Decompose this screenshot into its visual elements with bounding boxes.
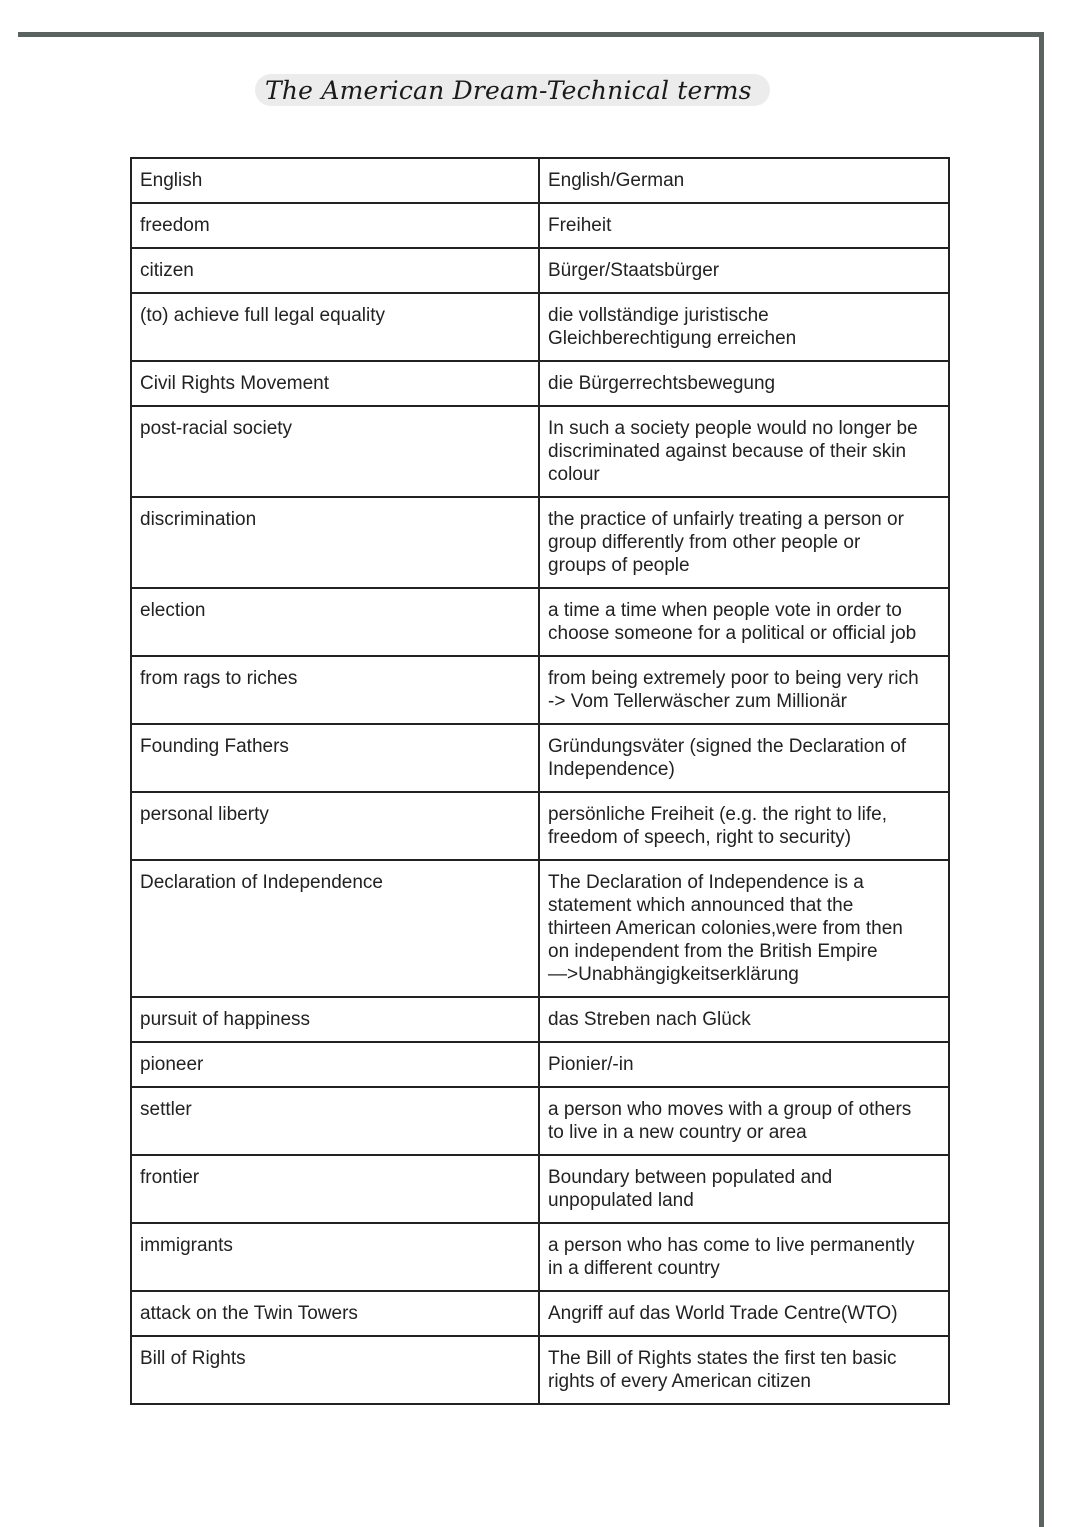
definition-cell: The Declaration of Independence is a statement which announced that the thirteen American colonies,were from then on independent from the British Empire —>Unabhängigkeitserklärung <box>539 860 949 997</box>
table-row <box>131 293 949 361</box>
table-row <box>131 1223 949 1291</box>
header-english: English <box>131 158 539 203</box>
definition-cell: Pionier/-in <box>539 1042 949 1087</box>
table-row <box>131 792 949 860</box>
term-cell: from rags to riches <box>131 656 539 724</box>
term-cell: personal liberty <box>131 792 539 860</box>
term-cell: post-racial society <box>131 406 539 497</box>
definition-cell: a person who has come to live permanently in a different country <box>539 1223 949 1291</box>
table-row <box>131 203 949 248</box>
definition-cell: The Bill of Rights states the first ten basic rights of every American citizen <box>539 1336 949 1404</box>
definition-cell: die vollständige juristische Gleichberechtigung erreichen <box>539 293 949 361</box>
definition-cell: Bürger/Staatsbürger <box>539 248 949 293</box>
table-row <box>131 497 949 588</box>
term-cell: freedom <box>131 203 539 248</box>
term-cell: pioneer <box>131 1042 539 1087</box>
table-row <box>131 656 949 724</box>
definition-cell: Boundary between populated and unpopulated land <box>539 1155 949 1223</box>
table-row <box>131 588 949 656</box>
definition-cell: Angriff auf das World Trade Centre(WTO) <box>539 1291 949 1336</box>
term-cell: pursuit of happiness <box>131 997 539 1042</box>
term-cell: (to) achieve full legal equality <box>131 293 539 361</box>
term-cell: frontier <box>131 1155 539 1223</box>
term-cell: Founding Fathers <box>131 724 539 792</box>
definition-cell: Gründungsväter (signed the Declaration of Independence) <box>539 724 949 792</box>
title-highlight <box>255 74 770 106</box>
term-cell: discrimination <box>131 497 539 588</box>
definition-cell: Freiheit <box>539 203 949 248</box>
term-cell: Declaration of Independence <box>131 860 539 997</box>
table-header-row <box>131 158 949 203</box>
header-translation: English/German <box>539 158 949 203</box>
definition-cell: a time a time when people vote in order to choose someone for a political or official job <box>539 588 949 656</box>
term-cell: Bill of Rights <box>131 1336 539 1404</box>
term-cell: attack on the Twin Towers <box>131 1291 539 1336</box>
table-row <box>131 406 949 497</box>
page-border-top <box>18 32 1044 37</box>
definition-cell: die Bürgerrechtsbewegung <box>539 361 949 406</box>
table-row <box>131 248 949 293</box>
table-row <box>131 860 949 997</box>
definition-cell: das Streben nach Glück <box>539 997 949 1042</box>
term-cell: settler <box>131 1087 539 1155</box>
term-cell: election <box>131 588 539 656</box>
vocabulary-table <box>130 157 950 1405</box>
definition-cell: persönliche Freiheit (e.g. the right to life, freedom of speech, right to security) <box>539 792 949 860</box>
definition-cell: In such a society people would no longer be discriminated against because of their skin colour <box>539 406 949 497</box>
term-cell: citizen <box>131 248 539 293</box>
table-row <box>131 1291 949 1336</box>
table-row <box>131 1042 949 1087</box>
definition-cell: a person who moves with a group of others to live in a new country or area <box>539 1087 949 1155</box>
definition-cell: from being extremely poor to being very rich -> Vom Tellerwäscher zum Millionär <box>539 656 949 724</box>
table-row <box>131 1087 949 1155</box>
table-row <box>131 724 949 792</box>
table-row <box>131 361 949 406</box>
term-cell: immigrants <box>131 1223 539 1291</box>
page-title: The American Dream-Technical terms <box>265 75 752 105</box>
table-row <box>131 1336 949 1404</box>
term-cell: Civil Rights Movement <box>131 361 539 406</box>
definition-cell: the practice of unfairly treating a person or group differently from other people or groups of people <box>539 497 949 588</box>
page-border-right <box>1039 32 1044 1527</box>
table-row <box>131 1155 949 1223</box>
table-row <box>131 997 949 1042</box>
